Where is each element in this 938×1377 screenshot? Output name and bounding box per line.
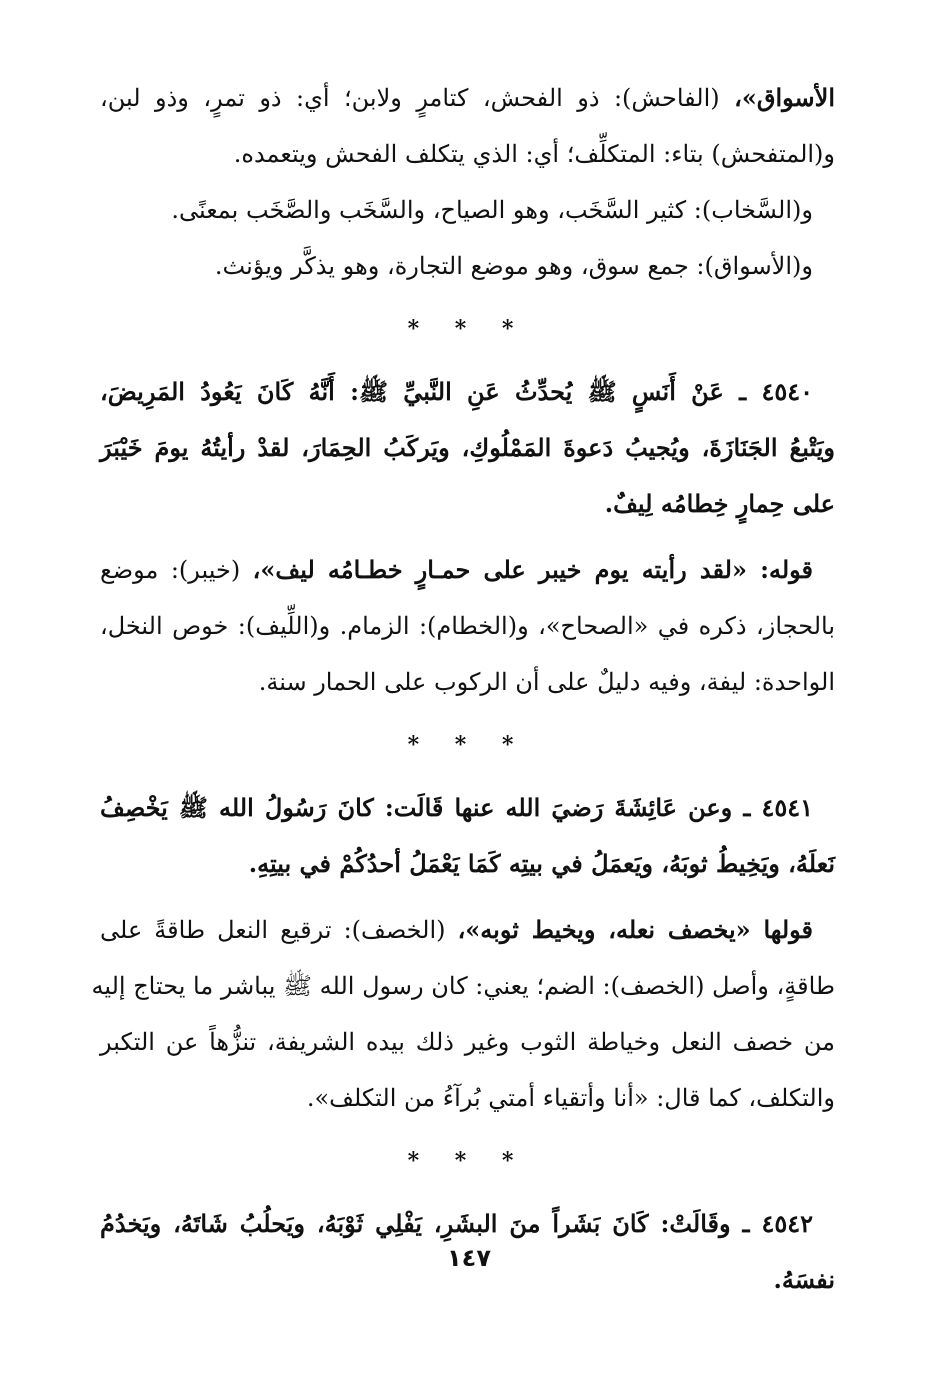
commentary-4540 <box>100 542 835 710</box>
text-line: ٤٥٤٠ ـ عَنْ أَنَسٍ ﷺ يُحدِّثُ عَنِ النَّبيِّ ﷺ: أَنَّهُ كَانَ يَعُودُ المَرِيضَ، <box>100 377 813 406</box>
quoted-phrase: قوله: «لقد رأيته يوم خيبر على حمـارٍ خطـامُه ليف»، <box>252 555 814 584</box>
text-line: طاقةٍ، وأصل (الخصف): الضم؛ يعني: كان رسول الله ﷺ يباشر ما يحتاج إليه <box>91 972 835 1000</box>
page-body <box>91 70 835 1308</box>
section-separator: * * * <box>407 732 528 758</box>
text-line: و(السَّخاب): كثير السَّخَب، وهو الصياح، والسَّخَب والصَّخَب بمعنًى. <box>171 196 813 224</box>
line-text: (الفاحش): ذو الفحش، كتامرٍ ولابن؛ أي: ذو تمرٍ، وذو لبن، <box>100 84 735 112</box>
text-line <box>100 70 835 126</box>
text-line: والتكلف، كما قال: «أنا وأتقياء أمتي بُرآءُ من التكلف». <box>306 1084 835 1112</box>
text-line: على حِمارٍ خِطامُه لِيفٌ. <box>604 489 835 518</box>
text-line: نفسَهُ. <box>773 1265 835 1294</box>
hadith-4541 <box>100 780 835 892</box>
section-separator: * * * <box>407 1148 528 1174</box>
definition-paragraph <box>100 238 835 294</box>
text-line: بالحجاز، ذكره في «الصحاح»، و(الخطام): الزمام. و(اللِّيف): خوص النخل، <box>100 612 835 640</box>
line-text: (الخصف): ترقيع النعل طاقةً على <box>100 916 458 944</box>
page-number: ١٤٧ <box>447 1244 491 1272</box>
commentary-4541 <box>91 902 835 1126</box>
text-line: ويَتْبعُ الجَنَازَةَ، ويُجيبُ دَعوةَ المَمْلُوكِ، ويَركَبُ الحِمَارَ، لقدْ رأيتُهُ يومَ خَيْبَرَ <box>100 433 835 462</box>
text-line: ٤٥٤٢ ـ وقَالَتْ: كَانَ بَشَراً منَ البشَرِ، يَفْلِي ثَوْبَهُ، ويَحلُبُ شَاتَهُ، ويَخدُمُ <box>100 1209 813 1238</box>
commentary-paragraph <box>100 70 835 182</box>
line-text: (خيبر): موضع <box>100 556 253 584</box>
text-line: الواحدة: ليفة، وفيه دليلٌ على أن الركوب على الحمار سنة. <box>258 668 835 696</box>
quoted-word: الأسواق»، <box>734 83 835 112</box>
quoted-phrase: قولها «يخصف نعله، ويخيط ثوبه»، <box>457 915 813 944</box>
hadith-4540 <box>100 364 835 532</box>
text-line <box>100 902 835 958</box>
section-separator: * * * <box>407 316 528 342</box>
text-line: من خصف النعل وخياطة الثوب وغير ذلك بيده الشريفة، تنزُّهاً عن التكبر <box>100 1028 835 1056</box>
text-line: و(الأسواق): جمع سوق، وهو موضع التجارة، وهو يذكَّر ويؤنث. <box>214 252 813 280</box>
text-line: نَعلَهُ، ويَخِيطُ ثوبَهُ، ويَعمَلُ في بيتِه كَمَا يَعْمَلُ أحدُكُمْ في بيتِهِ. <box>248 849 835 878</box>
text-line <box>100 542 835 598</box>
definition-paragraph <box>100 182 835 238</box>
text-line: ٤٥٤١ ـ وعن عَائِشَةَ رَضيَ الله عنها قَالَت: كانَ رَسُولُ الله ﷺ يَخْصِفُ <box>100 793 813 822</box>
text-line: و(المتفحش) بتاء: المتكلِّف؛ أي: الذي يتكلف الفحش ويتعمده. <box>233 140 835 168</box>
